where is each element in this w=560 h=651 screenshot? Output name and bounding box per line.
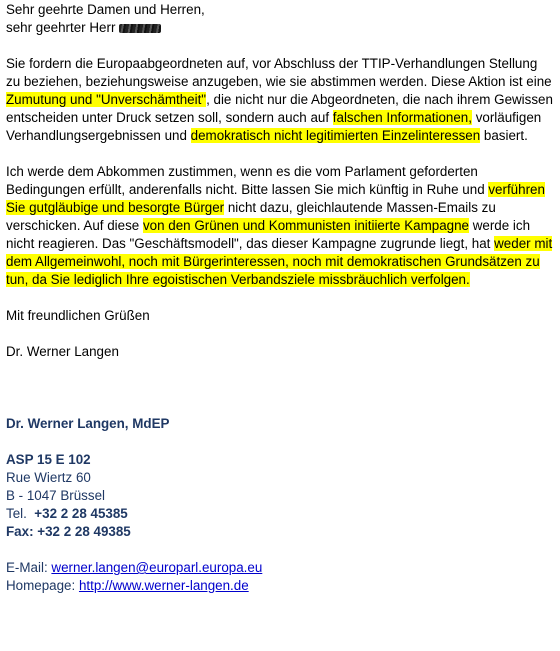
signature-homepage <box>6 577 554 595</box>
signature-office: ASP 15 E 102 <box>6 452 91 467</box>
signature-email <box>6 559 554 577</box>
tel-number: +32 2 28 45385 <box>34 506 128 521</box>
email-signature <box>6 415 554 595</box>
text-segment: werde ich nicht reagieren. Das "Geschäftsmodell", das dieser Kampagne zugrunde liegt, hat <box>6 218 531 251</box>
highlighted-text: weder mit dem Allgemeinwohl, noch mit Bürgerinteressen, noch mit demokratischen Grundsätzen zu tun, da Sie lediglich Ihre egoistischen Verbandsziele missbräuchlich verfolgen. <box>6 236 553 287</box>
highlighted-text: Zumutung und "Unverschämtheit" <box>6 92 207 107</box>
homepage-label: Homepage: <box>6 578 76 593</box>
fax-label: Fax: <box>6 524 34 539</box>
signature-name: Dr. Werner Langen, MdEP <box>6 416 170 431</box>
email-link[interactable]: werner.langen@europarl.europa.eu <box>51 560 263 575</box>
text-segment: vorläufigen Verhandlungsergebnissen und <box>6 110 542 143</box>
tel-label: Tel. <box>6 506 27 521</box>
salutation-line-2-text: sehr geehrter Herr <box>6 20 116 35</box>
text-segment: Ich werde dem Abkommen zustimmen, wenn es die vom Parlament geforderten Bedingungen erfüllt, anderenfalls nicht. Bitte lassen Sie mich künftig in Ruhe und <box>6 164 489 197</box>
highlighted-text: von den Grünen und Kommunisten initiierte Kampagne <box>142 218 469 233</box>
salutation-line-2 <box>6 19 554 37</box>
text-segment: nicht dazu, gleichlautende Massen-Emails zu verschicken. Auf diese <box>6 200 496 233</box>
salutation-line-1: Sehr geehrte Damen und Herren, <box>6 2 205 17</box>
highlighted-text: falschen Informationen, <box>332 110 472 125</box>
fax-number: +32 2 28 49385 <box>37 524 131 539</box>
text-segment: Sie fordern die Europaabgeordneten auf, vor Abschluss der TTIP-Verhandlungen Stellung zu beziehen, beziehungsweise anzugeben, wie sie abstimmen werden. Diese Aktion ist eine <box>6 56 552 89</box>
signature-fax <box>6 523 554 541</box>
text-segment: , die nicht nur die Abgeordneten, die nach ihrem Gewissen entscheiden unter Druck setzen soll, sondern auch auf <box>6 92 553 125</box>
highlighted-text: verführen Sie gutgläubige und besorgte Bürger <box>6 182 545 215</box>
paragraph-1 <box>6 55 554 145</box>
redacted-name <box>119 24 161 33</box>
signature-street: Rue Wiertz 60 <box>6 470 91 485</box>
email-label: E-Mail: <box>6 560 48 575</box>
signature-tel <box>6 505 554 523</box>
closing: Mit freundlichen Grüßen <box>6 308 150 323</box>
homepage-link[interactable]: http://www.werner-langen.de <box>78 578 249 593</box>
paragraph-2 <box>6 163 554 289</box>
text-segment: basiert. <box>480 128 528 143</box>
highlighted-text: demokratisch nicht legitimierten Einzelinteressen <box>190 128 481 143</box>
signer-name: Dr. Werner Langen <box>6 344 119 359</box>
signature-city: B - 1047 Brüssel <box>6 488 105 503</box>
